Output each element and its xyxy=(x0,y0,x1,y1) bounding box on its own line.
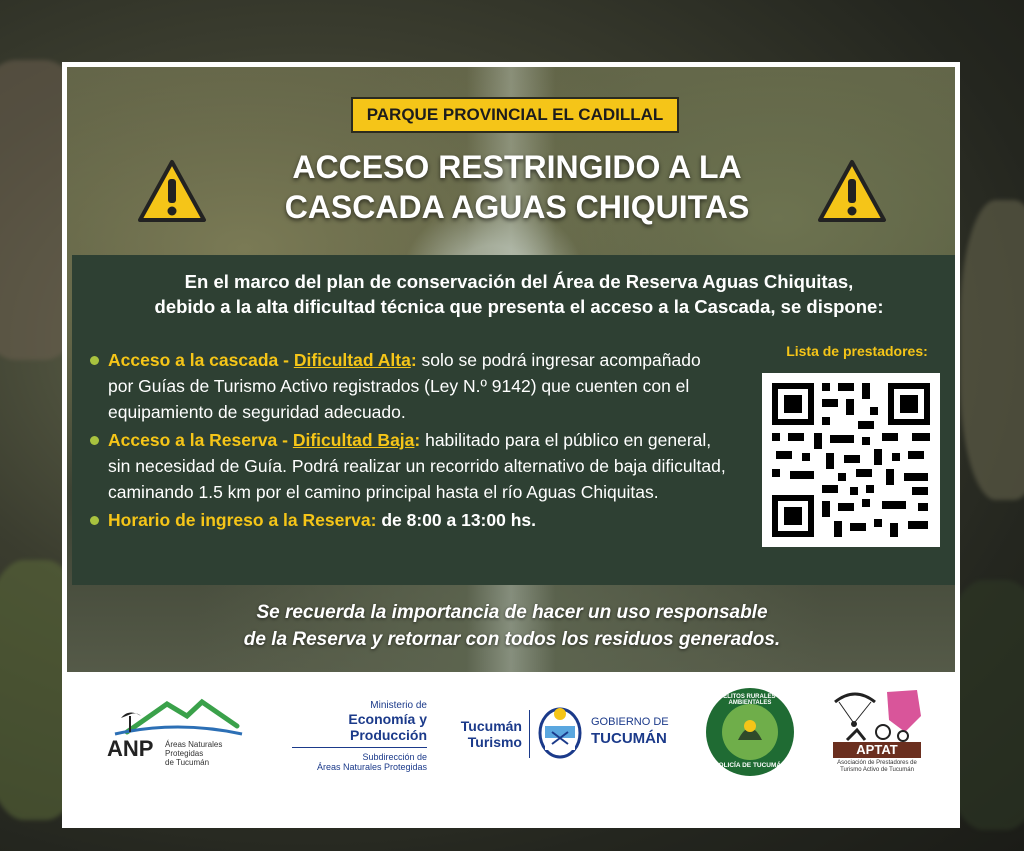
item-colon: : xyxy=(414,430,421,450)
aptat-line: Asociación de Prestadores de xyxy=(837,760,917,766)
divider xyxy=(529,710,530,758)
intro-line: debido a la alta dificultad técnica que presenta el acceso a la Cascada, se dispone: xyxy=(154,296,884,317)
anp-text xyxy=(165,740,222,767)
coat-of-arms-icon xyxy=(537,702,583,760)
paraglider-icon xyxy=(827,686,927,744)
turismo-line: Turismo xyxy=(467,734,522,750)
list-item xyxy=(90,427,730,505)
aptat-text xyxy=(827,760,927,774)
turismo-line: Tucumán xyxy=(460,718,522,734)
anp-line: de Tucumán xyxy=(165,758,210,767)
ministerio-line: Ministerio de xyxy=(370,700,427,711)
difficulty-label: Dificultad Alta xyxy=(293,350,411,370)
waterfall-photo xyxy=(67,67,955,672)
difficulty-label: Dificultad Baja xyxy=(292,430,415,450)
title-line: ACCESO RESTRINGIDO A LA xyxy=(292,149,742,185)
aptat-line: Turismo Activo de Tucumán xyxy=(840,767,914,773)
item-label: Acceso a la Reserva - xyxy=(108,430,293,450)
item-colon: : xyxy=(410,350,417,370)
intro-line: En el marco del plan de conservación del Área de Reserva Aguas Chiquitas, xyxy=(184,271,854,292)
policia-logo xyxy=(704,686,796,778)
bullet-icon xyxy=(90,436,99,445)
anp-line: Áreas Naturales xyxy=(165,740,223,749)
item-label: Acceso a la cascada - xyxy=(108,350,294,370)
background-rock xyxy=(960,200,1024,500)
item-text: solo se podrá ingresar acompañado por Guías de Turismo Activo registrados (Ley N.º 9142) que cuenten con el equipamiento de seguridad adecuado. xyxy=(108,350,701,422)
logos-footer xyxy=(67,674,955,822)
item-text: de 8:00 a 13:00 hs. xyxy=(376,510,536,530)
intro-text xyxy=(94,269,944,319)
aptat-logo xyxy=(827,686,927,786)
anp-abbr: ANP xyxy=(107,736,154,761)
gobierno-line: GOBIERNO DE xyxy=(591,716,669,728)
anp-line: Protegidas xyxy=(165,749,204,758)
mountain-tree-icon xyxy=(107,694,247,738)
policia-bottom-text: POLICÍA DE TUCUMÁN xyxy=(714,762,786,769)
qr-code-icon xyxy=(762,373,940,547)
notice-panel xyxy=(62,62,960,828)
ministerio-title: Economía y Producción xyxy=(348,711,427,743)
tucuman-turismo-logo xyxy=(452,718,522,750)
rules-list xyxy=(90,347,730,535)
reminder-line: Se recuerda la importancia de hacer un uso responsable xyxy=(256,602,768,623)
policia-top-text: DELITOS RURALES Y AMBIENTALES xyxy=(718,694,782,706)
bullet-icon xyxy=(90,516,99,525)
warning-icon xyxy=(817,159,887,223)
park-name-badge: PARQUE PROVINCIAL EL CADILLAL xyxy=(351,97,679,133)
ministerio-line: Áreas Naturales Protegidas xyxy=(316,762,427,772)
page-title xyxy=(227,147,807,227)
ministerio-logo xyxy=(272,700,427,772)
gobierno-logo xyxy=(537,702,697,762)
aptat-abbr: APTAT xyxy=(833,742,921,758)
info-box xyxy=(72,255,955,585)
gobierno-title: TUCUMÁN xyxy=(591,730,667,747)
reminder-line: de la Reserva y retornar con todos los residuos generados. xyxy=(243,629,781,650)
item-label: Horario de ingreso a la Reserva: xyxy=(108,510,377,530)
qr-code[interactable] xyxy=(762,373,940,547)
bullet-icon xyxy=(90,356,99,365)
list-item xyxy=(90,507,730,533)
ministerio-line: Subdirección de xyxy=(362,752,427,762)
reminder-text xyxy=(187,599,837,653)
warning-icon xyxy=(137,159,207,223)
list-item xyxy=(90,347,730,425)
item-text: habilitado para el público en general, sin necesidad de Guía. Podrá realizar un recorrido alternativo de baja dificultad, caminando 1.5 km por el camino principal hasta el río Aguas Chiquitas. xyxy=(108,430,726,502)
qr-label: Lista de prestadores: xyxy=(786,343,928,359)
anp-logo xyxy=(107,694,247,774)
title-line: CASCADA AGUAS CHIQUITAS xyxy=(284,189,750,225)
